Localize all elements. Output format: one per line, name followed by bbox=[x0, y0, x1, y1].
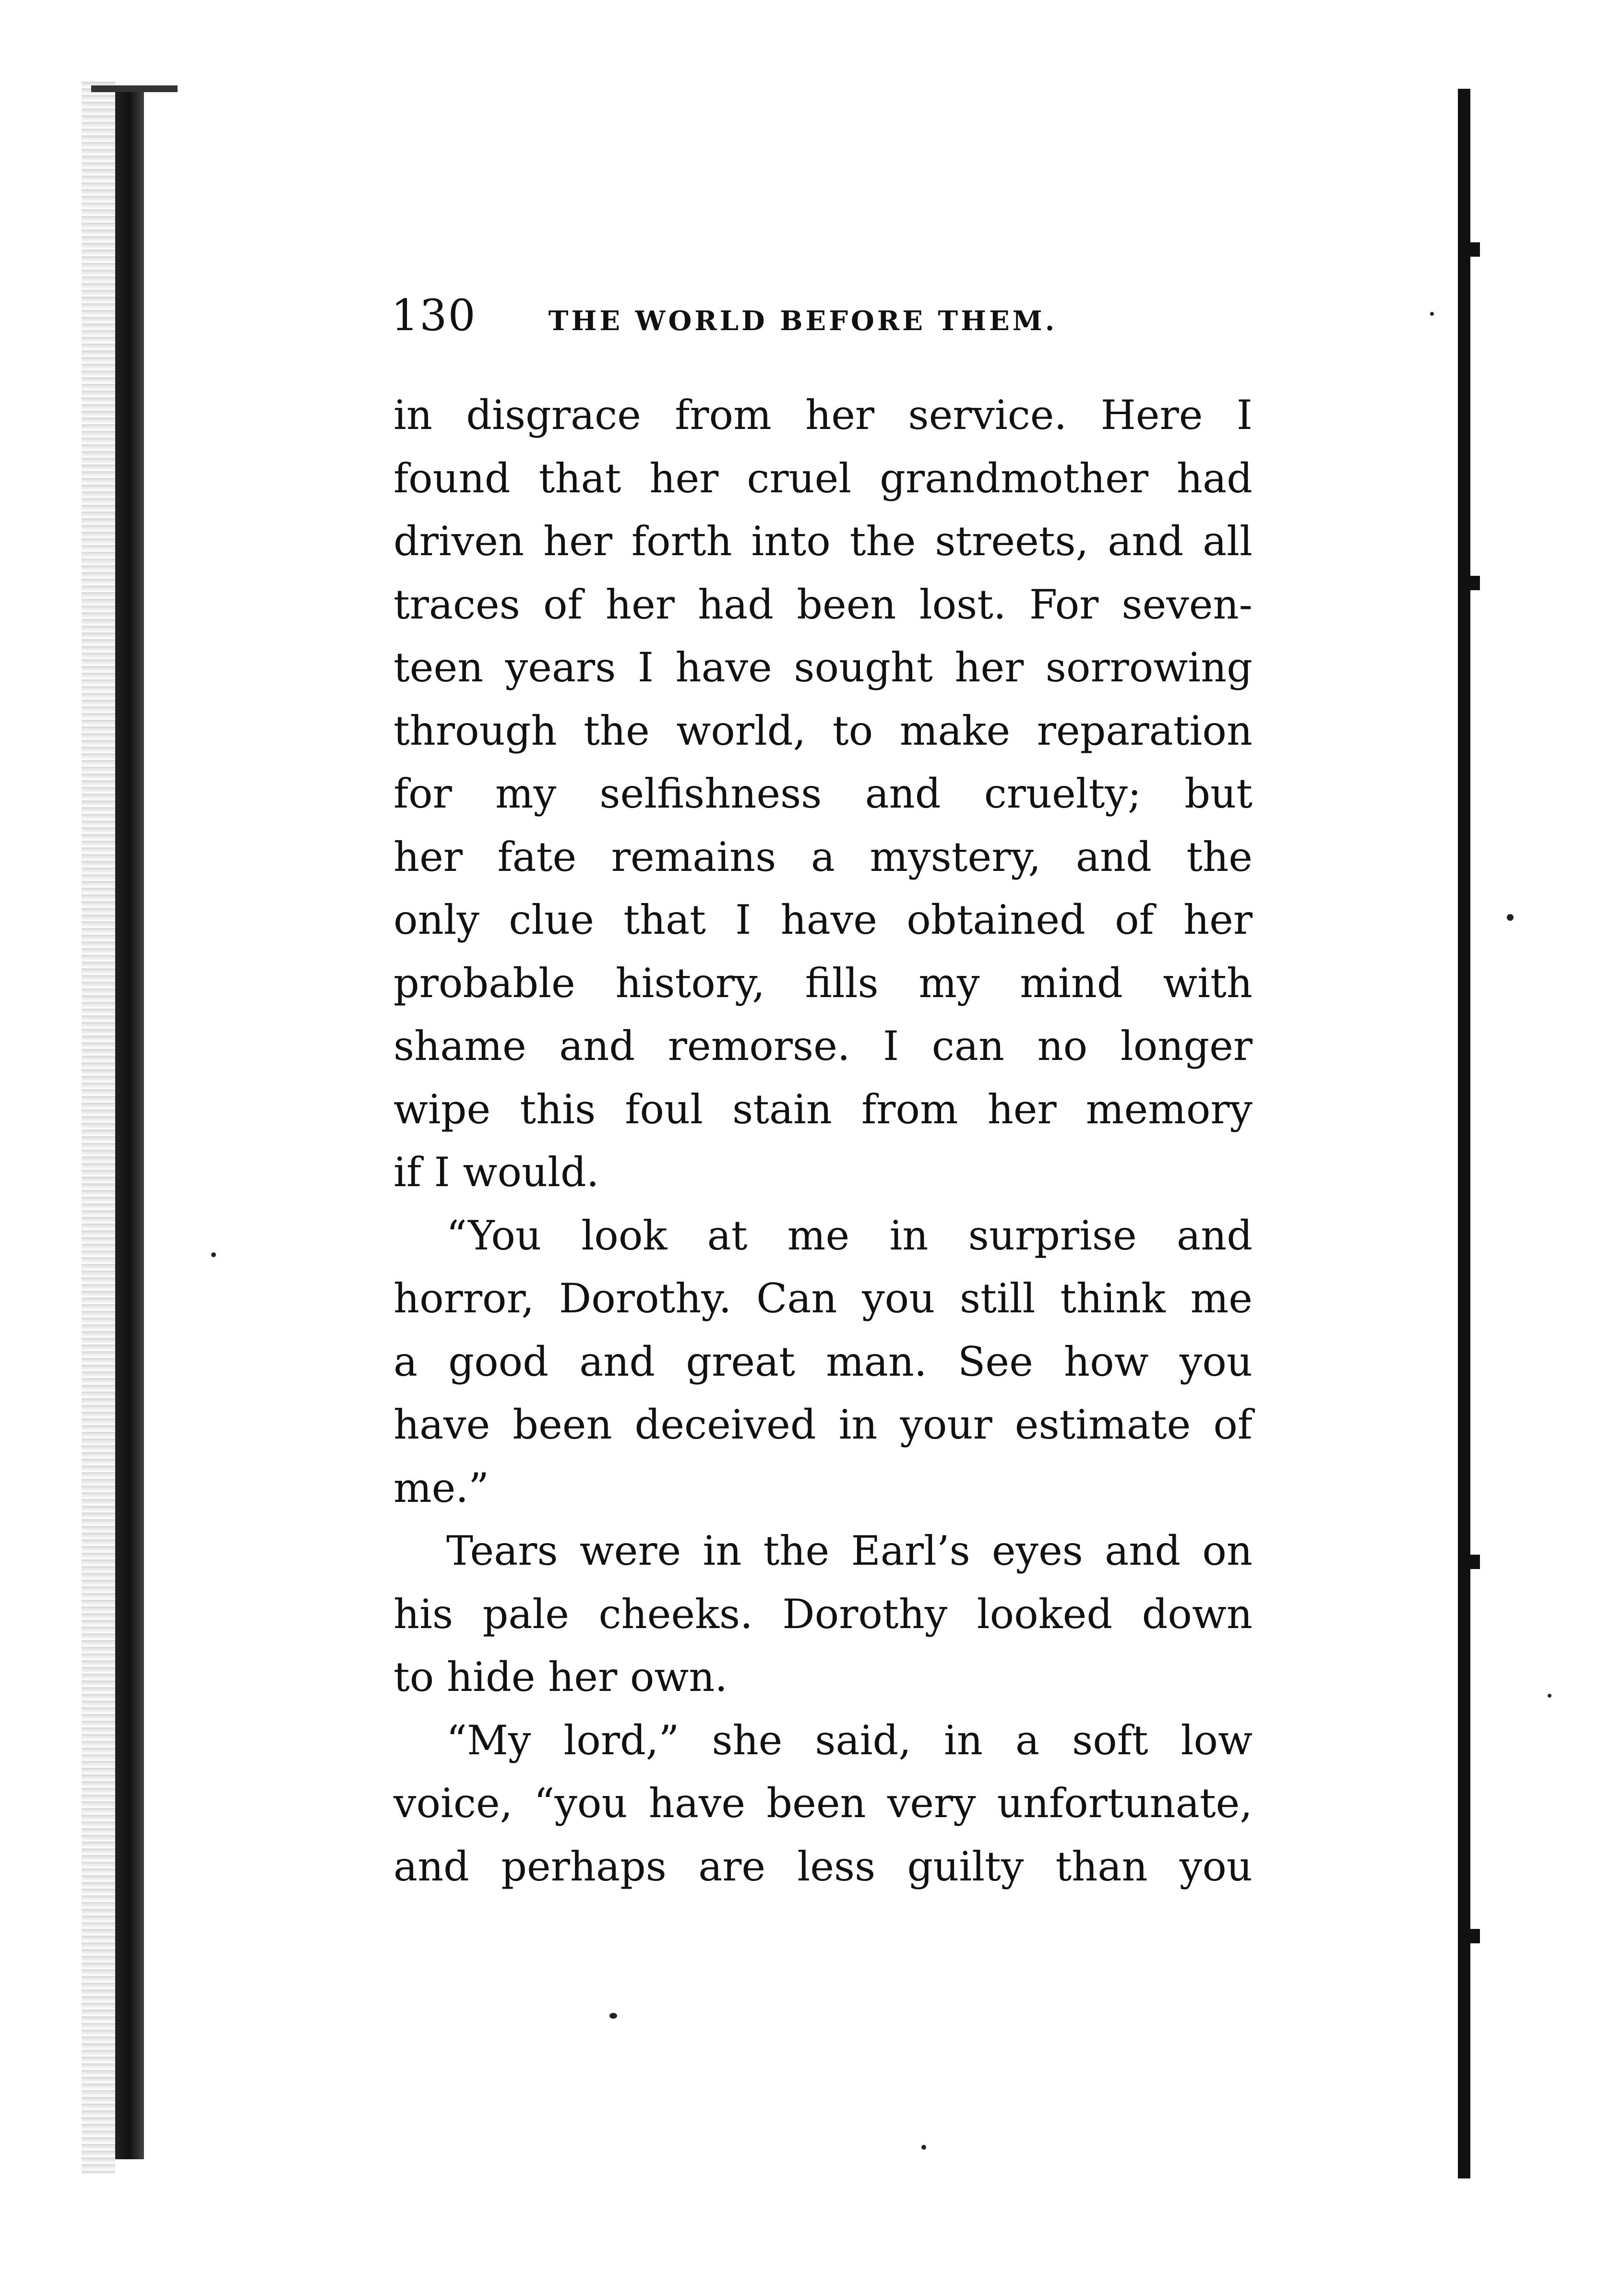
scan-speck bbox=[921, 2145, 926, 2150]
paragraph-end-line: if I would. bbox=[394, 1149, 599, 1196]
binding-edge bbox=[115, 86, 144, 2159]
text-line: his pale cheeks. Dorothy looked down bbox=[394, 1590, 1252, 1638]
paragraph-start-line: “My lord,” she said, in a soft low bbox=[446, 1716, 1252, 1764]
text-line: shame and remorse. I can no longer bbox=[394, 1023, 1252, 1070]
scan-speck bbox=[609, 2013, 617, 2019]
body-text bbox=[394, 384, 1252, 1898]
page-edge-tick bbox=[1468, 1555, 1480, 1569]
text-line: driven her forth into the streets, and all bbox=[394, 518, 1252, 565]
text-line: through the world, to make reparation bbox=[394, 707, 1252, 754]
binding-corner-mark bbox=[91, 85, 178, 92]
page-edge-tick bbox=[1468, 1929, 1480, 1943]
scan-speck bbox=[1548, 1694, 1551, 1698]
page-edge-tick bbox=[1468, 576, 1480, 590]
text-line: traces of her had been lost. For seven- bbox=[394, 581, 1252, 628]
book-title: THE WORLD BEFORE THEM. bbox=[548, 305, 1058, 337]
page-edge-rule bbox=[1458, 89, 1470, 2178]
text-line: probable history, fills my mind with bbox=[394, 959, 1252, 1007]
text-line: teen years I have sought her sorrowing bbox=[394, 644, 1252, 691]
paragraph-end-line: me.” bbox=[394, 1464, 489, 1511]
text-line: horror, Dorothy. Can you still think me bbox=[394, 1275, 1252, 1322]
text-line: for my selfishness and cruelty; but bbox=[394, 770, 1252, 817]
page-number: 130 bbox=[391, 290, 477, 341]
text-line: found that her cruel grandmother had bbox=[394, 454, 1252, 502]
scan-speck bbox=[211, 1252, 216, 1257]
paragraph-start-line: “You look at me in surprise and bbox=[446, 1212, 1252, 1259]
paragraph-end-line: to hide her own. bbox=[394, 1654, 728, 1701]
binding-shadow bbox=[82, 82, 115, 2174]
running-head bbox=[391, 290, 1264, 343]
text-line: and perhaps are less guilty than you bbox=[394, 1843, 1252, 1890]
page-edge-tick bbox=[1468, 242, 1480, 257]
text-line: have been deceived in your estimate of bbox=[394, 1401, 1252, 1448]
scan-speck bbox=[1430, 312, 1434, 316]
text-line: only clue that I have obtained of her bbox=[394, 896, 1252, 943]
text-line: a good and great man. See how you bbox=[394, 1338, 1252, 1385]
text-line: voice, “you have been very unfortunate, bbox=[394, 1780, 1252, 1827]
text-line: her fate remains a mystery, and the bbox=[394, 833, 1252, 880]
text-line: wipe this foul stain from her memory bbox=[394, 1085, 1252, 1133]
paragraph-start-line: Tears were in the Earl’s eyes and on bbox=[446, 1527, 1252, 1574]
scan-speck bbox=[1507, 914, 1514, 921]
text-line: in disgrace from her service. Here I bbox=[394, 392, 1252, 439]
